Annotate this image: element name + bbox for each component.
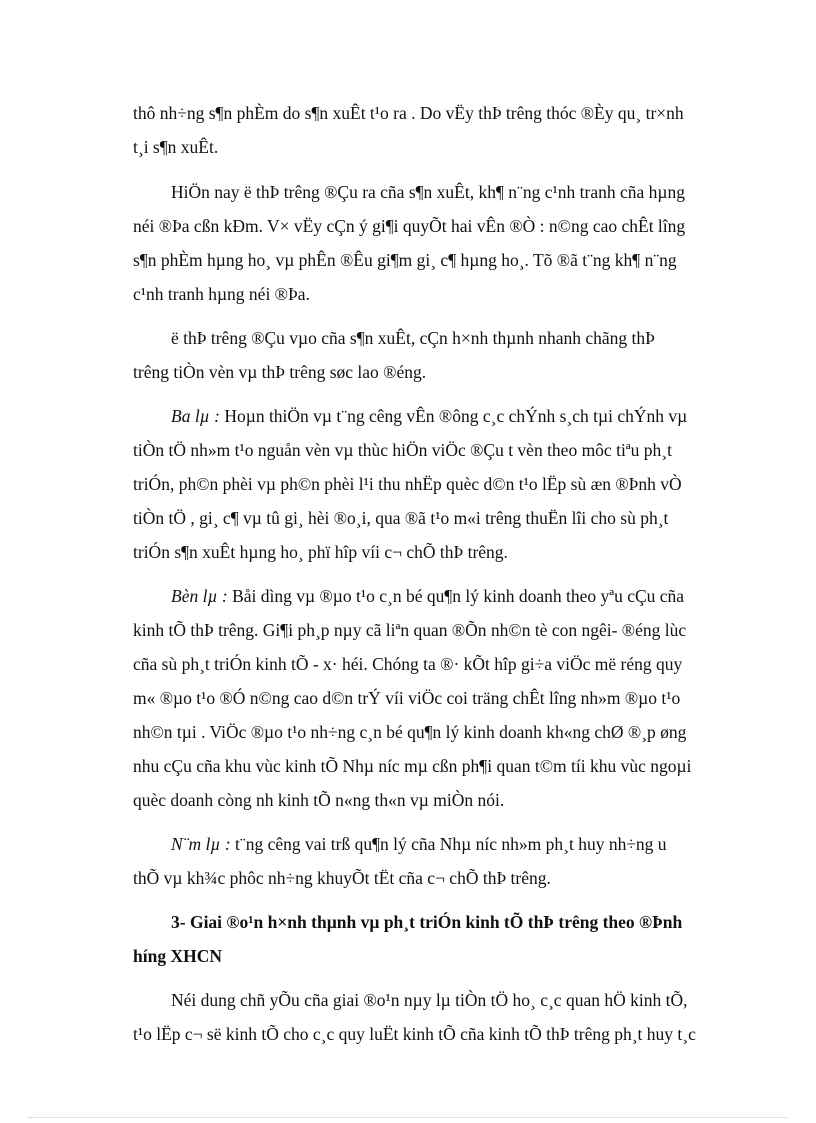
text-line: HiÖn nay ë thÞ trêng ®Çu ra cña s¶n xuÊt, kh¶ n¨ng c¹nh tranh cña hµng [171, 182, 685, 202]
text-line: thô nh÷ng s¶n phÈm do s¶n xuÊt t¹o ra . Do vËy thÞ trêng thóc ®Èy qu¸ tr×nh [133, 103, 684, 123]
text-line: cña sù ph¸t triÓn kinh tÕ - x· héi. Chóng ta ®· kÕt hîp gi÷a viÖc më réng quy [133, 654, 683, 674]
text-line: t¸i s¶n xuÊt. [133, 137, 219, 157]
text-line [171, 833, 667, 855]
text-line [171, 405, 687, 427]
text-span: Båi dìng vµ ®µo t¹o c¸n bé qu¶n lý kinh doanh theo yªu cÇu cña [227, 586, 685, 606]
paragraph-lead: Ba lµ : [171, 406, 220, 426]
section-heading: 3- Giai ®o¹n h×nh thµnh vµ ph¸t triÓn kinh tÕ thÞ trêng theo ®Þnh [171, 912, 683, 932]
text-line: t¹o lËp c¬ së kinh tÕ cho c¸c quy luËt kinh tÕ cña kinh tÕ thÞ trêng ph¸t huy t¸c [133, 1024, 696, 1044]
page-bottom-rule [28, 1117, 788, 1118]
text-line: nhu cÇu cña khu vùc kinh tÕ Nhµ níc mµ cßn ph¶i quan t©m tíi khu vùc ngoµi [133, 756, 692, 776]
text-line: triÓn s¶n xuÊt hµng ho¸ phï hîp víi c¬ chÕ thÞ trêng. [133, 542, 508, 562]
paragraph-lead: N¨m lµ : [171, 834, 231, 854]
text-line: tiÒn tÖ nh»m t¹o nguån vèn vµ thùc hiÖn viÖc ®Çu t vèn theo môc tiªu ph¸t [133, 440, 672, 460]
text-line: c¹nh tranh hµng néi ®Þa. [133, 284, 310, 304]
text-line: néi ®Þa cßn kÐm. V× vËy cÇn ý gi¶i quyÕt hai vÊn ®Ò : n©ng cao chÊt lîng [133, 216, 686, 236]
text-line: s¶n phÈm hµng ho¸ vµ phÊn ®Êu gi¶m gi¸ c¶ hµng ho¸. Tõ ®ã t¨ng kh¶ n¨ng [133, 250, 677, 270]
section-heading: híng XHCN [133, 946, 222, 966]
text-line: m« ®µo t¹o ®Ó n©ng cao d©n trÝ víi viÖc coi träng chÊt lîng nh»m ®µo t¹o [133, 688, 681, 708]
text-line: Néi dung chñ yÕu cña giai ®o¹n nµy lµ tiÒn tÖ ho¸ c¸c quan hÖ kinh tÕ, [171, 990, 688, 1010]
text-line: thÕ vµ kh¾c phôc nh÷ng khuyÕt tËt cña c¬ chÕ thÞ trêng. [133, 868, 551, 888]
text-line: tiÒn tÖ , gi¸ c¶ vµ tû gi¸ hèi ®o¸i, qua ®ã t¹o m«i trêng thuËn lîi cho sù ph¸t [133, 508, 669, 528]
text-line: nh©n tµi . ViÖc ®µo t¹o nh÷ng c¸n bé qu¶n lý kinh doanh kh«ng chØ ®¸p øng [133, 722, 687, 742]
text-line: trêng tiÒn vèn vµ thÞ trêng søc lao ®éng. [133, 362, 427, 382]
text-span: Hoµn thiÖn vµ t¨ng cêng vÊn ®ông c¸c chÝnh s¸ch tµi chÝnh vµ [219, 406, 688, 426]
text-span: t¨ng cêng vai trß qu¶n lý cña Nhµ níc nh»m ph¸t huy nh÷ng u [230, 834, 667, 854]
text-line [171, 585, 684, 607]
paragraph-lead: Bèn lµ : [171, 586, 228, 606]
text-line: kinh tÕ thÞ trêng. Gi¶i ph¸p nµy cã liªn quan ®Õn nh©n tè con ngêi- ®éng lùc [133, 620, 687, 640]
text-line: quèc doanh còng nh kinh tÕ n«ng th«n vµ miÒn nói. [133, 790, 505, 810]
text-line: ë thÞ trêng ®Çu vµo cña s¶n xuÊt, cÇn h×nh thµnh nhanh chãng thÞ [171, 328, 655, 348]
text-line: triÓn, ph©n phèi vµ ph©n phèi l¹i thu nhËp quèc d©n t¹o lËp sù æn ®Þnh vÒ [133, 474, 682, 494]
